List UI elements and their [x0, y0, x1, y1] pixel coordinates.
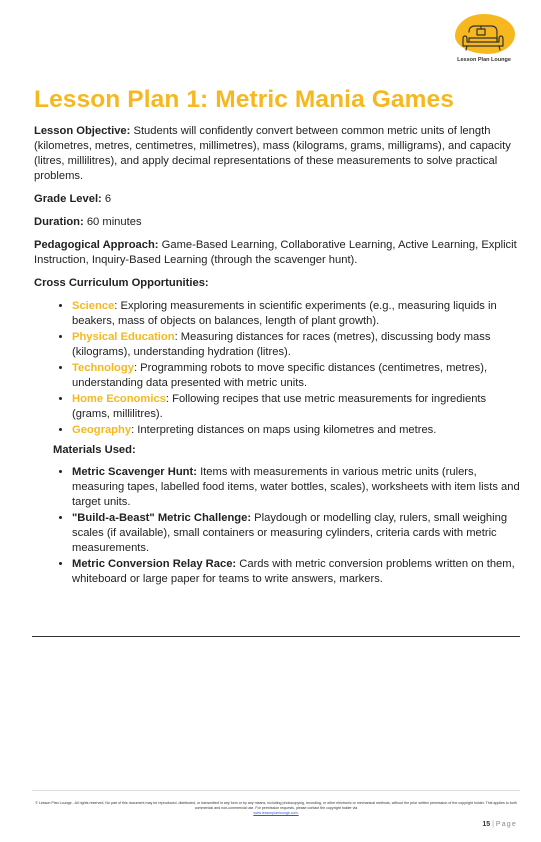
- list-item: [72, 511, 520, 556]
- website-link[interactable]: www.lessonplanlounge.com.: [253, 811, 299, 815]
- list-item: [72, 423, 520, 438]
- page-number-separator: |: [492, 821, 494, 828]
- page-number: [455, 821, 517, 828]
- subject-label: Geography: [72, 424, 132, 436]
- subject-label: Physical Education: [72, 331, 175, 343]
- cross-curriculum-list: [34, 299, 520, 438]
- footer-divider: [32, 790, 520, 791]
- list-item: [72, 392, 520, 422]
- pedagogical-approach-text: Game-Based Learning, Collaborative Learning, Active Learning, Explicit Instruction, Inquiry-Based Learning (through the scavenger hunt).: [34, 239, 517, 266]
- subject-label: Science: [72, 300, 115, 312]
- materials-heading: Materials Used:: [53, 444, 136, 456]
- grade-level-label: Grade Level:: [34, 193, 102, 205]
- list-item: [72, 465, 520, 510]
- list-item: [72, 299, 520, 329]
- pedagogical-approach-label: Pedagogical Approach:: [34, 239, 159, 251]
- logo: [451, 14, 517, 66]
- pedagogical-approach: [34, 238, 520, 268]
- list-item: [72, 557, 520, 587]
- cross-curriculum-heading: Cross Curriculum Opportunities:: [34, 277, 209, 289]
- subject-label: Home Economics: [72, 393, 166, 405]
- duration-value: 60 minutes: [86, 216, 142, 228]
- page-title: Lesson Plan 1: Metric Mania Games: [34, 86, 454, 113]
- lesson-content: [34, 86, 520, 593]
- list-item: [72, 330, 520, 360]
- material-label: Metric Conversion Relay Race:: [72, 558, 237, 570]
- material-text: Cards with metric conversion problems written on them, whiteboard or large paper for teams to write answers, markers.: [72, 558, 515, 585]
- lesson-objective-text: Students will confidently convert between common metric units of length (kilometres, metres, centimetres, millimetres), mass (kilograms, grams, milligrams), and capacity (litres, millilitres), and apply decimal representations of these measurements to solve practical problems.: [34, 125, 511, 182]
- material-text: Items with measurements in various metric units (rulers, measuring tapes, labelled food items, water bottles, scales), worksheets with item lists and target units.: [72, 466, 520, 508]
- subject-text: : Interpreting distances on maps using kilometres and metres.: [131, 424, 437, 436]
- lesson-objective: [34, 124, 520, 184]
- page-number-value: 15: [482, 821, 491, 828]
- duration: [34, 215, 520, 230]
- subject-text: : Exploring measurements in scientific experiments (e.g., measuring liquids in beakers, mass of objects on balances, length of plant growth).: [72, 300, 497, 327]
- duration-label: Duration:: [34, 216, 84, 228]
- subject-label: Technology: [72, 362, 134, 374]
- logo-text: Lesson Plan Lounge: [457, 57, 511, 63]
- copyright-text: © Lesson Plan Lounge - All rights reserved. No part of this document may be reproduced, distributed, or transmitted in any form or by any means, including photocopying, recording, or other electronic or mechanical methods, without the prior written permission of the copyright holder. This applies to both commercial and non-commercial use. For permission requests, please contact the copyright holder via: [35, 801, 517, 810]
- subject-text: : Following recipes that use metric measurements for ingredients (grams, millilitres).: [72, 393, 487, 420]
- material-label: "Build-a-Beast" Metric Challenge:: [72, 512, 252, 524]
- section-divider: [32, 636, 520, 637]
- subject-text: : Programming robots to move specific distances (centimetres, metres), understanding data presented with metric units.: [72, 362, 488, 389]
- material-label: Metric Scavenger Hunt:: [72, 466, 197, 478]
- material-text: Playdough or modelling clay, rulers, small weighing scales (if available), small containers or measuring cylinders, criteria cards with metric measurements.: [72, 512, 508, 554]
- list-item: [72, 361, 520, 391]
- lounge-chair-icon: [457, 20, 511, 54]
- subject-text: : Measuring distances for races (metres), discussing body mass (kilograms), understanding hydration (litres).: [72, 331, 491, 358]
- page-word: Page: [495, 821, 517, 828]
- grade-level-value: 6: [104, 193, 112, 205]
- lesson-objective-label: Lesson Objective:: [34, 125, 131, 137]
- materials-list: [34, 465, 520, 587]
- footer-copyright: [34, 801, 518, 816]
- grade-level: [34, 192, 520, 207]
